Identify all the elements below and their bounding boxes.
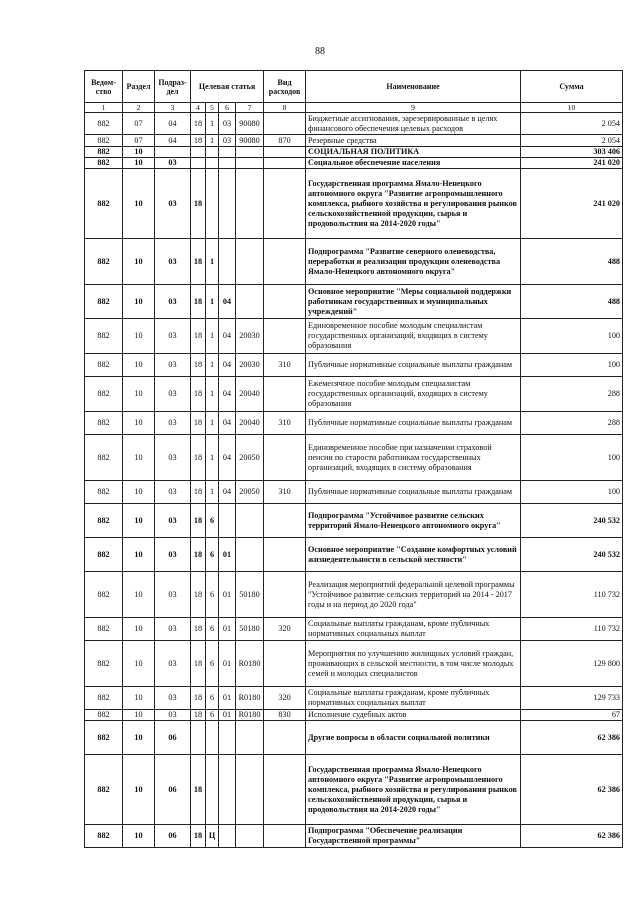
- cell-ved: 882: [85, 135, 123, 147]
- cell-c2: 6: [206, 504, 219, 538]
- cell-podr: 03: [155, 169, 191, 239]
- cell-podr: 03: [155, 641, 191, 687]
- cell-vid: [264, 319, 306, 354]
- cell-podr: 03: [155, 354, 191, 377]
- cell-c3: 01: [219, 618, 236, 641]
- cell-c3: [219, 755, 236, 825]
- cell-ved: 882: [85, 239, 123, 285]
- cell-c2: 1: [206, 377, 219, 412]
- cell-c1: 18: [191, 825, 206, 848]
- table-row: [85, 147, 623, 158]
- cell-summa: 288: [521, 377, 623, 412]
- cell-c2: 6: [206, 572, 219, 618]
- cell-c4: [236, 721, 264, 755]
- cell-podr: 06: [155, 721, 191, 755]
- cell-vid: [264, 755, 306, 825]
- cell-ved: 882: [85, 825, 123, 848]
- cell-c2: 1: [206, 481, 219, 504]
- cell-c1: 18: [191, 377, 206, 412]
- cell-ved: 882: [85, 755, 123, 825]
- cell-c3: 01: [219, 572, 236, 618]
- cell-c2: 1: [206, 135, 219, 147]
- cell-c4: [236, 147, 264, 158]
- cell-razd: 10: [123, 147, 155, 158]
- cell-ved: 882: [85, 710, 123, 721]
- cell-c4: [236, 239, 264, 285]
- cell-summa: 129 733: [521, 687, 623, 710]
- cell-c3: [219, 825, 236, 848]
- cell-vid: [264, 641, 306, 687]
- cell-c1: 18: [191, 285, 206, 319]
- table-row: [85, 825, 623, 848]
- cell-naimenovanie: СОЦИАЛЬНАЯ ПОЛИТИКА: [306, 147, 521, 158]
- header-vedomstvo: Ведом-ство: [85, 71, 123, 103]
- cell-c2: 6: [206, 641, 219, 687]
- cell-c1: 18: [191, 435, 206, 481]
- cell-vid: 870: [264, 135, 306, 147]
- cell-podr: 03: [155, 412, 191, 435]
- cell-c4: [236, 755, 264, 825]
- cell-ved: 882: [85, 169, 123, 239]
- table-row: [85, 481, 623, 504]
- cell-c1: 18: [191, 412, 206, 435]
- header-vid-raskhodov: Вид расходов: [264, 71, 306, 103]
- cell-c3: 04: [219, 412, 236, 435]
- cell-razd: 07: [123, 135, 155, 147]
- cell-summa: 62 386: [521, 721, 623, 755]
- cell-c3: [219, 147, 236, 158]
- column-number-cell: 8: [264, 103, 306, 113]
- cell-summa: 240 532: [521, 538, 623, 572]
- cell-c4: 20030: [236, 354, 264, 377]
- cell-c3: [219, 169, 236, 239]
- cell-ved: 882: [85, 618, 123, 641]
- column-number-cell: 4: [191, 103, 206, 113]
- cell-c4: 20030: [236, 319, 264, 354]
- header-summa: Сумма: [521, 71, 623, 103]
- cell-c1: 18: [191, 135, 206, 147]
- cell-c4: [236, 169, 264, 239]
- cell-c2: [206, 721, 219, 755]
- cell-razd: 10: [123, 169, 155, 239]
- cell-naimenovanie: Публичные нормативные социальные выплаты гражданам: [306, 354, 521, 377]
- table-row: [85, 721, 623, 755]
- cell-c3: 04: [219, 481, 236, 504]
- table-row: [85, 158, 623, 169]
- cell-vid: [264, 113, 306, 135]
- header-naimenovanie: Наименование: [306, 71, 521, 103]
- cell-c1: 18: [191, 354, 206, 377]
- cell-summa: 110 732: [521, 618, 623, 641]
- table-row: [85, 755, 623, 825]
- cell-podr: 03: [155, 538, 191, 572]
- cell-vid: [264, 538, 306, 572]
- cell-c1: 18: [191, 710, 206, 721]
- cell-ved: 882: [85, 435, 123, 481]
- cell-c1: 18: [191, 687, 206, 710]
- cell-razd: 10: [123, 572, 155, 618]
- cell-naimenovanie: Единовременное пособие молодым специалистам государственных организаций, входящих в систему образования: [306, 319, 521, 354]
- cell-vid: 310: [264, 412, 306, 435]
- cell-razd: 10: [123, 825, 155, 848]
- table-row: [85, 710, 623, 721]
- cell-c4: 20040: [236, 377, 264, 412]
- table-row: [85, 377, 623, 412]
- table-row: [85, 572, 623, 618]
- cell-c3: 04: [219, 377, 236, 412]
- cell-c1: 18: [191, 319, 206, 354]
- column-number-cell: 10: [521, 103, 623, 113]
- table-row: [85, 319, 623, 354]
- cell-c2: 1: [206, 354, 219, 377]
- cell-c2: 1: [206, 285, 219, 319]
- cell-naimenovanie: Бюджетные ассигнования, зарезервированные в целях финансового обеспечения целевых расходов: [306, 113, 521, 135]
- cell-c2: 6: [206, 687, 219, 710]
- cell-vid: [264, 285, 306, 319]
- cell-ved: 882: [85, 147, 123, 158]
- cell-ved: 882: [85, 113, 123, 135]
- cell-podr: 03: [155, 572, 191, 618]
- cell-c4: R0180: [236, 687, 264, 710]
- cell-podr: 03: [155, 687, 191, 710]
- cell-podr: 03: [155, 158, 191, 169]
- cell-c1: 18: [191, 641, 206, 687]
- cell-c1: 18: [191, 169, 206, 239]
- cell-c1: 18: [191, 538, 206, 572]
- cell-naimenovanie: Государственная программа Ямало-Ненецкого автономного округа "Развитие агропромышленного комплекса, рыбного хозяйства и регулирования рынков сельскохозяйственной продукции, сырья и продовольствия на 2014-2020 годы": [306, 755, 521, 825]
- cell-c1: [191, 158, 206, 169]
- cell-podr: 03: [155, 285, 191, 319]
- cell-summa: 241 020: [521, 169, 623, 239]
- cell-c3: 03: [219, 113, 236, 135]
- table-row: [85, 504, 623, 538]
- cell-vid: 320: [264, 618, 306, 641]
- cell-c3: 01: [219, 641, 236, 687]
- header-razdel: Раздел: [123, 71, 155, 103]
- budget-table: [84, 70, 623, 848]
- table-row: [85, 113, 623, 135]
- column-number-cell: 1: [85, 103, 123, 113]
- cell-naimenovanie: Основное мероприятие "Меры социальной поддержки работникам государственных и муниципальных учреждений": [306, 285, 521, 319]
- column-number-cell: 6: [219, 103, 236, 113]
- cell-c3: [219, 504, 236, 538]
- cell-summa: 62 386: [521, 755, 623, 825]
- cell-summa: 2 054: [521, 113, 623, 135]
- cell-c1: [191, 147, 206, 158]
- cell-naimenovanie: Исполнение судебных актов: [306, 710, 521, 721]
- cell-naimenovanie: Социальные выплаты гражданам, кроме публичных нормативных социальных выплат: [306, 618, 521, 641]
- table-row: [85, 435, 623, 481]
- cell-razd: 10: [123, 641, 155, 687]
- cell-c4: [236, 285, 264, 319]
- cell-c2: [206, 158, 219, 169]
- cell-c2: 1: [206, 319, 219, 354]
- cell-c3: 04: [219, 435, 236, 481]
- cell-c1: 18: [191, 239, 206, 285]
- cell-ved: 882: [85, 481, 123, 504]
- cell-razd: 10: [123, 687, 155, 710]
- cell-razd: 10: [123, 319, 155, 354]
- table-row: [85, 169, 623, 239]
- cell-naimenovanie: Публичные нормативные социальные выплаты гражданам: [306, 481, 521, 504]
- page-number: 88: [315, 46, 325, 57]
- cell-podr: 03: [155, 239, 191, 285]
- cell-naimenovanie: Подпрограмма "Обеспечение реализации Государственной программы": [306, 825, 521, 848]
- cell-vid: 310: [264, 354, 306, 377]
- table-row: [85, 412, 623, 435]
- cell-razd: 10: [123, 285, 155, 319]
- cell-c3: 04: [219, 354, 236, 377]
- cell-vid: [264, 721, 306, 755]
- cell-summa: 67: [521, 710, 623, 721]
- cell-podr: 04: [155, 135, 191, 147]
- header-podrazdel: Подраз-дел: [155, 71, 191, 103]
- cell-podr: 03: [155, 481, 191, 504]
- cell-podr: 03: [155, 319, 191, 354]
- cell-ved: 882: [85, 285, 123, 319]
- cell-c1: 18: [191, 572, 206, 618]
- cell-summa: 303 406: [521, 147, 623, 158]
- cell-c3: 01: [219, 687, 236, 710]
- cell-summa: 2 054: [521, 135, 623, 147]
- table-row: [85, 641, 623, 687]
- cell-naimenovanie: Основное мероприятие "Создание комфортных условий жизнедеятельности в сельской местности": [306, 538, 521, 572]
- cell-razd: 10: [123, 721, 155, 755]
- cell-c4: 20040: [236, 412, 264, 435]
- cell-naimenovanie: Единовременное пособие при назначении страховой пенсии по старости работникам государственных организаций, входящих в систему образования: [306, 435, 521, 481]
- cell-razd: 10: [123, 710, 155, 721]
- cell-ved: 882: [85, 319, 123, 354]
- cell-ved: 882: [85, 377, 123, 412]
- cell-c3: 03: [219, 135, 236, 147]
- cell-naimenovanie: Социальное обеспечение населения: [306, 158, 521, 169]
- cell-razd: 10: [123, 481, 155, 504]
- cell-naimenovanie: Публичные нормативные социальные выплаты гражданам: [306, 412, 521, 435]
- cell-c4: 50180: [236, 618, 264, 641]
- cell-c3: 04: [219, 319, 236, 354]
- cell-c4: 20050: [236, 481, 264, 504]
- cell-naimenovanie: Мероприятия по улучшению жилищных условий граждан, проживающих в сельской местности, в том числе молодых семей и молодых специалистов: [306, 641, 521, 687]
- table-row: [85, 239, 623, 285]
- cell-ved: 882: [85, 158, 123, 169]
- header-celevaya-statya: Целевая статья: [191, 71, 264, 103]
- cell-podr: 06: [155, 825, 191, 848]
- cell-summa: 62 386: [521, 825, 623, 848]
- cell-c1: [191, 721, 206, 755]
- cell-c3: 01: [219, 538, 236, 572]
- cell-c2: 1: [206, 435, 219, 481]
- cell-c2: 1: [206, 113, 219, 135]
- cell-summa: 100: [521, 481, 623, 504]
- cell-c4: [236, 825, 264, 848]
- cell-vid: [264, 435, 306, 481]
- cell-summa: 488: [521, 285, 623, 319]
- cell-naimenovanie: Социальные выплаты гражданам, кроме публичных нормативных социальных выплат: [306, 687, 521, 710]
- cell-c4: R0180: [236, 641, 264, 687]
- cell-summa: 100: [521, 354, 623, 377]
- cell-naimenovanie: Резервные средства: [306, 135, 521, 147]
- cell-vid: 310: [264, 481, 306, 504]
- cell-razd: 10: [123, 504, 155, 538]
- cell-c2: 6: [206, 710, 219, 721]
- cell-summa: 110 732: [521, 572, 623, 618]
- cell-c2: Ц: [206, 825, 219, 848]
- cell-razd: 07: [123, 113, 155, 135]
- cell-summa: 100: [521, 435, 623, 481]
- cell-c2: [206, 169, 219, 239]
- cell-ved: 882: [85, 504, 123, 538]
- cell-razd: 10: [123, 755, 155, 825]
- column-number-cell: 5: [206, 103, 219, 113]
- cell-c3: [219, 239, 236, 285]
- cell-podr: 03: [155, 377, 191, 412]
- cell-c4: [236, 158, 264, 169]
- cell-c2: 6: [206, 618, 219, 641]
- cell-vid: 320: [264, 687, 306, 710]
- cell-summa: 241 020: [521, 158, 623, 169]
- cell-naimenovanie: Подпрограмма "Устойчивое развитие сельских территорий Ямало-Ненецкого автономного округа": [306, 504, 521, 538]
- cell-c1: 18: [191, 504, 206, 538]
- table-row: [85, 354, 623, 377]
- cell-c4: R0180: [236, 710, 264, 721]
- table-row: [85, 687, 623, 710]
- table-header-row: [85, 71, 623, 103]
- cell-c2: 1: [206, 412, 219, 435]
- cell-c4: 90080: [236, 113, 264, 135]
- cell-c4: 50180: [236, 572, 264, 618]
- cell-ved: 882: [85, 354, 123, 377]
- cell-ved: 882: [85, 721, 123, 755]
- cell-vid: [264, 169, 306, 239]
- cell-vid: [264, 504, 306, 538]
- cell-podr: 03: [155, 618, 191, 641]
- cell-c4: [236, 538, 264, 572]
- cell-summa: 488: [521, 239, 623, 285]
- cell-podr: 04: [155, 113, 191, 135]
- cell-ved: 882: [85, 641, 123, 687]
- cell-vid: [264, 572, 306, 618]
- cell-c1: 18: [191, 618, 206, 641]
- table-row: [85, 135, 623, 147]
- cell-razd: 10: [123, 158, 155, 169]
- cell-podr: 03: [155, 504, 191, 538]
- cell-vid: 830: [264, 710, 306, 721]
- cell-razd: 10: [123, 435, 155, 481]
- cell-vid: [264, 147, 306, 158]
- cell-naimenovanie: Другие вопросы в области социальной политики: [306, 721, 521, 755]
- cell-ved: 882: [85, 572, 123, 618]
- cell-naimenovanie: Ежемесячное пособие молодым специалистам государственных организаций, входящих в систему образования: [306, 377, 521, 412]
- cell-c1: 18: [191, 755, 206, 825]
- cell-vid: [264, 377, 306, 412]
- cell-razd: 10: [123, 538, 155, 572]
- cell-vid: [264, 158, 306, 169]
- cell-c3: [219, 158, 236, 169]
- cell-ved: 882: [85, 687, 123, 710]
- cell-c2: [206, 755, 219, 825]
- cell-c1: 18: [191, 481, 206, 504]
- cell-summa: 240 532: [521, 504, 623, 538]
- cell-razd: 10: [123, 412, 155, 435]
- column-number-row: [85, 103, 623, 113]
- cell-c3: [219, 721, 236, 755]
- cell-podr: 06: [155, 755, 191, 825]
- cell-razd: 10: [123, 377, 155, 412]
- cell-vid: [264, 825, 306, 848]
- cell-c4: [236, 504, 264, 538]
- cell-razd: 10: [123, 354, 155, 377]
- cell-naimenovanie: Подпрограмма "Развитие северного оленеводства, переработки и реализации продукции оленеводства Ямало-Ненецкого автономного округа": [306, 239, 521, 285]
- column-number-cell: 3: [155, 103, 191, 113]
- cell-ved: 882: [85, 538, 123, 572]
- cell-podr: 03: [155, 435, 191, 481]
- cell-summa: 129 800: [521, 641, 623, 687]
- cell-vid: [264, 239, 306, 285]
- cell-ved: 882: [85, 412, 123, 435]
- cell-naimenovanie: Реализация мероприятий федеральной целевой программы "Устойчивое развитие сельских территорий на 2014 - 2017 годы и на период до 2020 года": [306, 572, 521, 618]
- cell-c2: [206, 147, 219, 158]
- table-row: [85, 618, 623, 641]
- cell-c3: 04: [219, 285, 236, 319]
- column-number-cell: 2: [123, 103, 155, 113]
- cell-c4: 20050: [236, 435, 264, 481]
- table-row: [85, 538, 623, 572]
- cell-c4: 90080: [236, 135, 264, 147]
- cell-podr: 03: [155, 710, 191, 721]
- cell-razd: 10: [123, 239, 155, 285]
- table-row: [85, 285, 623, 319]
- cell-c1: 18: [191, 113, 206, 135]
- cell-summa: 100: [521, 319, 623, 354]
- cell-naimenovanie: Государственная программа Ямало-Ненецкого автономного округа "Развитие агропромышленного комплекса, рыбного хозяйства и регулирования рынков сельскохозяйственной продукции, сырья и продовольствия на 2014-2020 годы": [306, 169, 521, 239]
- cell-c2: 6: [206, 538, 219, 572]
- cell-c3: 01: [219, 710, 236, 721]
- column-number-cell: 7: [236, 103, 264, 113]
- cell-podr: [155, 147, 191, 158]
- cell-c2: 1: [206, 239, 219, 285]
- cell-razd: 10: [123, 618, 155, 641]
- column-number-cell: 9: [306, 103, 521, 113]
- cell-summa: 288: [521, 412, 623, 435]
